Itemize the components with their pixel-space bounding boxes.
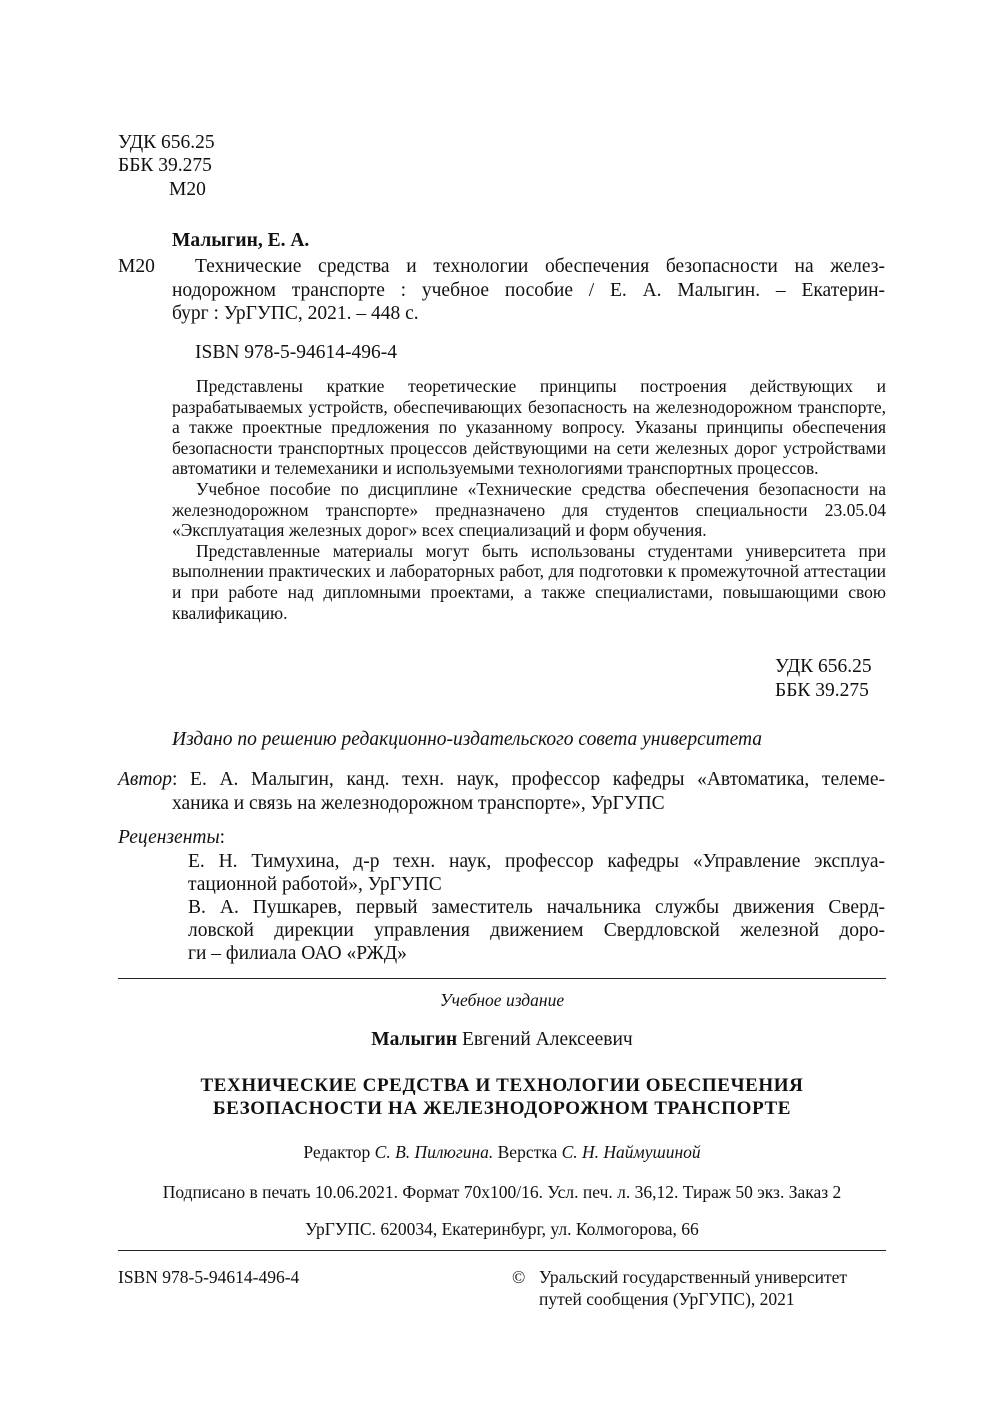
bbk-code: ББК 39.275: [118, 155, 212, 176]
isbn-record: ISBN 978-5-94614-496-4: [195, 342, 398, 363]
print-info: Подписано в печать 10.06.2021. Формат 70х100/16. Усл. печ. л. 36,12. Тираж 50 экз. Заказ 2: [162, 1182, 842, 1202]
copyright-line-2: путей сообщения (УрГУПС), 2021: [539, 1289, 795, 1309]
udk-code: УДК 656.25: [118, 132, 215, 153]
editor-credits: Редактор С. В. Пилюгина. Верстка С. Н. Наймушиной: [303, 1142, 701, 1162]
reviewer-1-line-2: тационной работой», УрГУПС: [188, 874, 442, 895]
reviewers-label: Рецензенты:: [118, 827, 226, 848]
udk-right: УДК 656.25: [775, 656, 872, 677]
bbk-right: ББК 39.275: [775, 680, 869, 701]
copyright-line-1: Уральский государственный университет: [539, 1267, 848, 1287]
author-sign: М20: [169, 179, 206, 200]
reviewer-2-line-2: ловской дирекции управления движением Свердловской железной доро-: [188, 920, 885, 941]
reviewer-2-line-3: ги – филиала ОАО «РЖД»: [188, 943, 407, 964]
divider-bottom: [118, 1250, 886, 1251]
divider-top: [118, 978, 886, 979]
copyright-icon: ©: [512, 1267, 526, 1287]
abstract-paragraph-3: Представленные материалы могут быть использованы студентами университета при выполнении практических и лабораторных работ, для подготовки к промежуточной аттестации и при работе над дипломными проектами, а также специалистами, повышающими свою квалификацию.: [172, 540, 886, 623]
author-line-2: ханика и связь на железнодорожном транспорте», УрГУПС: [172, 793, 665, 814]
imprint-author: Малыгин Евгений Алексеевич: [371, 1029, 633, 1050]
publisher-address: УрГУПС. 620034, Екатеринбург, ул. Колмогорова, 66: [305, 1219, 699, 1239]
reviewer-1-line-1: Е. Н. Тимухина, д-р техн. наук, профессор кафедры «Управление эксплуа-: [188, 851, 885, 872]
title-line-3: бург : УрГУПС, 2021. – 448 с.: [172, 303, 419, 324]
abstract-paragraph-1: Представлены краткие теоретические принципы построения действующих и разрабатываемых устройств, обеспечивающих безопасность на железнодорожном транспорте, а также проектные предложения по указанному вопросу. Указаны принципы обеспечения безопасности транспортных процессов действующими на сети железных дорог устройствами автоматики и телемеханики и используемыми технологиями транспортных процессов.: [172, 376, 886, 479]
abstract: [172, 376, 886, 623]
reviewer-2-line-1: В. А. Пушкарев, первый заместитель начальника службы движения Сверд-: [188, 897, 885, 918]
imprint-title-line-1: ТЕХНИЧЕСКИЕ СРЕДСТВА И ТЕХНОЛОГИИ ОБЕСПЕЧЕНИЯ: [200, 1075, 804, 1096]
author-heading: Малыгин, Е. А.: [172, 230, 310, 251]
imprint-title-line-2: БЕЗОПАСНОСТИ НА ЖЕЛЕЗНОДОРОЖНОМ ТРАНСПОРТЕ: [212, 1098, 792, 1119]
title-line-2: нодорожном транспорте : учебное пособие / Е. А. Малыгин. – Екатерин-: [172, 280, 885, 301]
author-line-1: Автор: Е. А. Малыгин, канд. техн. наук, профессор кафедры «Автоматика, телеме-: [118, 769, 885, 790]
footer-isbn: ISBN 978-5-94614-496-4: [118, 1267, 300, 1287]
title-line-1: Технические средства и технологии обеспечения безопасности на желез-: [195, 256, 885, 277]
author-label: Автор: [118, 769, 172, 790]
bibliographic-sign: М20: [118, 256, 155, 277]
publication-decision: Издано по решению редакционно-издательского совета университета: [172, 729, 763, 750]
abstract-paragraph-2: Учебное пособие по дисциплине «Технические средства обеспечения безопасности на железнодорожном транспорте» предназначено для студентов специальности 23.05.04 «Эксплуатация железных дорог» всех специализаций и форм обучения.: [172, 478, 886, 541]
edition-type: Учебное издание: [439, 990, 565, 1010]
